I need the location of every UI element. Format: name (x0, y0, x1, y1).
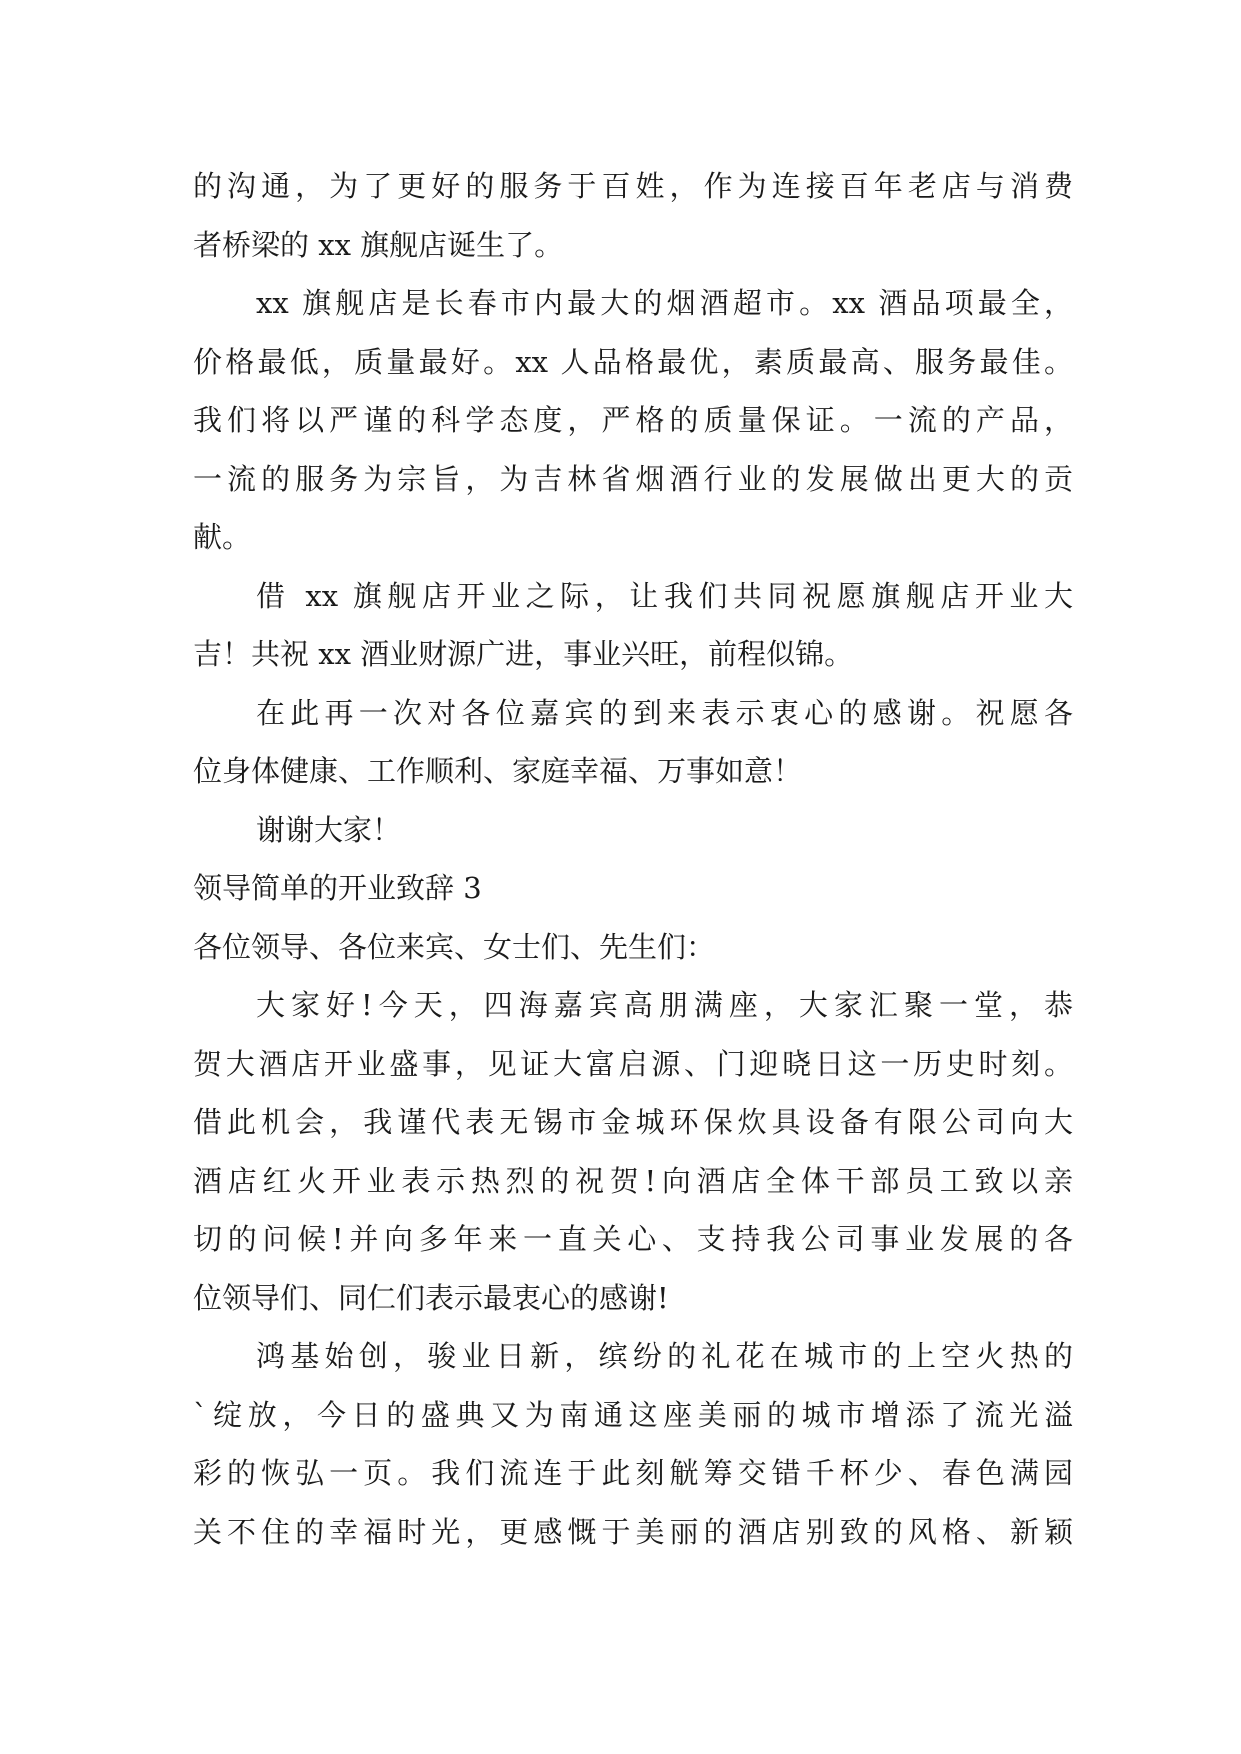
paragraph-line: `绽放，今日的盛典又为南通这座美丽的城市增添了流光溢 (193, 1397, 1073, 1432)
section-heading: 领导简单的开业致辞 3 (193, 871, 482, 905)
paragraph-line: 献。 (193, 520, 252, 554)
paragraph-line: 者桥梁的 xx 旗舰店诞生了。 (193, 227, 564, 262)
paragraph-line: 酒店红火开业表示热烈的祝贺!向酒店全体干部员工致以亲 (193, 1163, 1073, 1198)
paragraph-line: 大家好!今天，四海嘉宾高朋满座，大家汇聚一堂，恭 (256, 988, 1073, 1022)
paragraph-line: 鸿基始创，骏业日新，缤纷的礼花在城市的上空火热的 (256, 1339, 1073, 1373)
paragraph-line: 贺大酒店开业盛事，见证大富启源、门迎晓日这一历史时刻。 (193, 1046, 1073, 1081)
paragraph-line: xx 旗舰店是长春市内最大的烟酒超市。xx 酒品项最全， (256, 286, 1073, 320)
paragraph-line: 一流的服务为宗旨，为吉林省烟酒行业的发展做出更大的贡 (193, 461, 1073, 496)
paragraph-line: 借 xx 旗舰店开业之际，让我们共同祝愿旗舰店开业大 (256, 578, 1073, 613)
salutation-line: 各位领导、各位来宾、女士们、先生们： (193, 929, 716, 964)
paragraph-line: 位领导们、同仁们表示最衷心的感谢! (193, 1280, 669, 1315)
paragraph-line: 吉！共祝 xx 酒业财源广进，事业兴旺，前程似锦。 (193, 637, 854, 671)
paragraph-line: 的沟通，为了更好的服务于百姓，作为连接百年老店与消费 (193, 169, 1073, 203)
paragraph-line: 关不住的幸福时光，更感慨于美丽的酒店别致的风格、新颖 (193, 1514, 1073, 1549)
paragraph-line: 在此再一次对各位嘉宾的到来表示衷心的感谢。祝愿各 (256, 695, 1073, 730)
paragraph-line: 我们将以严谨的科学态度，严格的质量保证。一流的产品， (193, 403, 1073, 437)
document-body (193, 157, 1073, 1561)
paragraph-line: 位身体健康、工作顺利、家庭幸福、万事如意！ (193, 754, 803, 788)
paragraph-line: 借此机会，我谨代表无锡市金城环保炊具设备有限公司向大 (193, 1105, 1073, 1139)
paragraph-line: 谢谢大家！ (256, 812, 402, 847)
paragraph-line: 彩的恢弘一页。我们流连于此刻觥筹交错千杯少、春色满园 (193, 1456, 1073, 1490)
paragraph-line: 切的问候!并向多年来一直关心、支持我公司事业发展的各 (193, 1222, 1073, 1256)
paragraph-line: 价格最低，质量最好。xx 人品格最优，素质最高、服务最佳。 (193, 344, 1073, 379)
